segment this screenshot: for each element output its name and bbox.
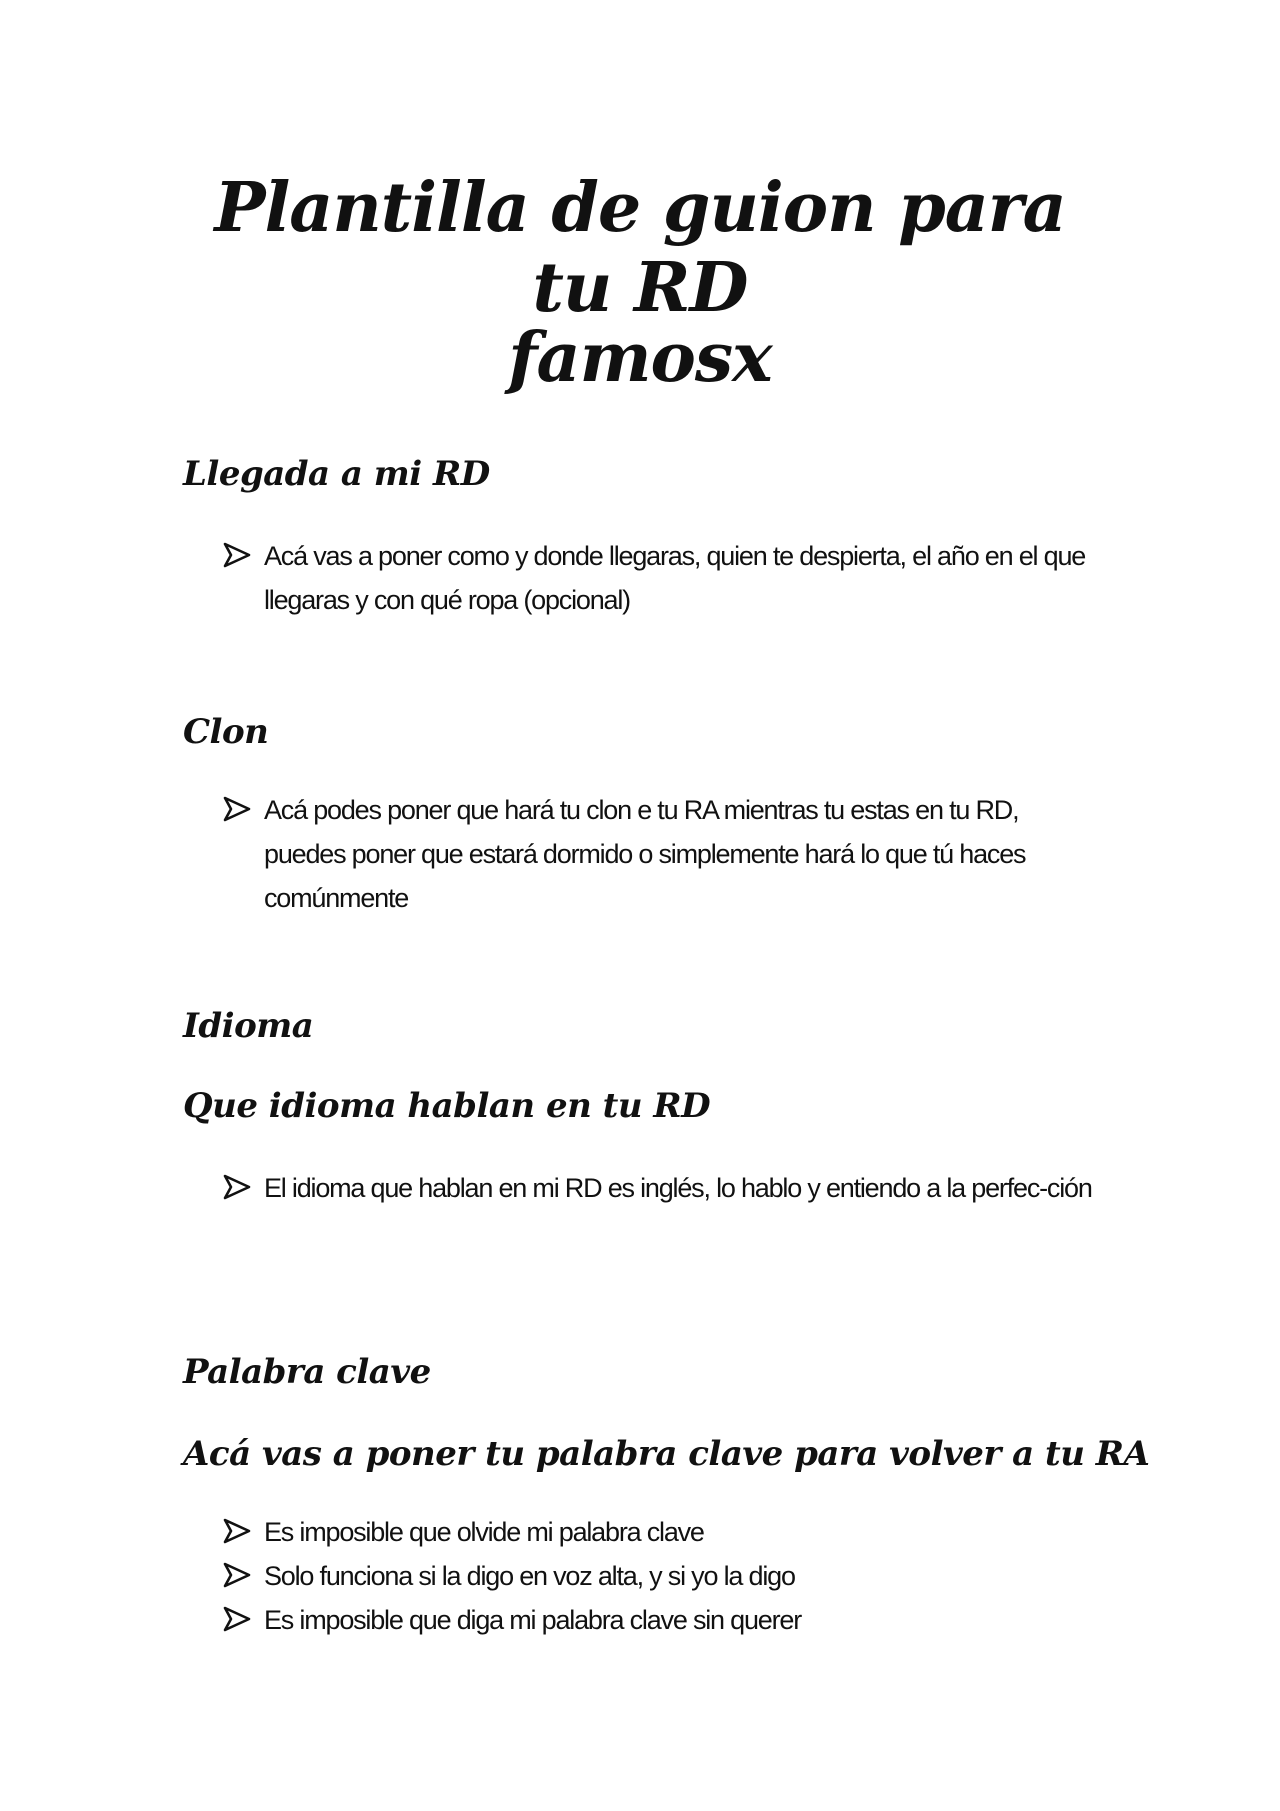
- list-item: [222, 1510, 1102, 1554]
- arrow-bullet-icon: [222, 1560, 252, 1590]
- section-heading-palabra-clave: Palabra clave: [183, 1352, 431, 1392]
- arrow-bullet-icon: [222, 794, 252, 824]
- bullet-text: Es imposible que olvide mi palabra clave: [264, 1517, 704, 1547]
- list-item: [222, 534, 1092, 622]
- document-title-line-1: Plantilla de guion para tu RD: [214, 168, 1066, 328]
- list-item: [222, 788, 1072, 920]
- bullet-text: Acá podes poner que hará tu clon e tu RA mientras tu estas en tu RD, puedes poner que estará dormido o simplemente hará lo que tú haces comúnmente: [264, 795, 1026, 913]
- document-title-line-2: famosx: [508, 318, 772, 398]
- bullet-list-palabra-clave: [222, 1510, 1102, 1642]
- arrow-bullet-icon: [222, 1172, 252, 1202]
- arrow-bullet-icon: [222, 540, 252, 570]
- arrow-bullet-icon: [222, 1604, 252, 1634]
- bullet-list-idioma: [222, 1166, 1112, 1210]
- bullet-text: Es imposible que diga mi palabra clave sin querer: [264, 1605, 802, 1635]
- bullet-text: Solo funciona si la digo en voz alta, y si yo la digo: [264, 1561, 795, 1591]
- list-item: [222, 1598, 1102, 1642]
- bullet-list-clon: [222, 788, 1072, 920]
- section-heading-clon: Clon: [183, 712, 269, 752]
- section-heading-llegada: Llegada a mi RD: [183, 454, 490, 494]
- arrow-bullet-icon: [222, 1516, 252, 1546]
- bullet-list-llegada: [222, 534, 1092, 622]
- section-heading-idioma: Idioma: [183, 1006, 314, 1046]
- list-item: [222, 1166, 1112, 1210]
- bullet-text: El idioma que hablan en mi RD es inglés, lo hablo y entiendo a la perfec-ción: [264, 1173, 1092, 1203]
- section-subheading-idioma: Que idioma hablan en tu RD: [183, 1086, 711, 1126]
- bullet-text: Acá vas a poner como y donde llegaras, quien te despierta, el año en el que llegaras y con qué ropa (opcional): [264, 541, 1086, 615]
- section-subheading-palabra-clave: Acá vas a poner tu palabra clave para volver a tu RA: [183, 1434, 1150, 1474]
- list-item: [222, 1554, 1102, 1598]
